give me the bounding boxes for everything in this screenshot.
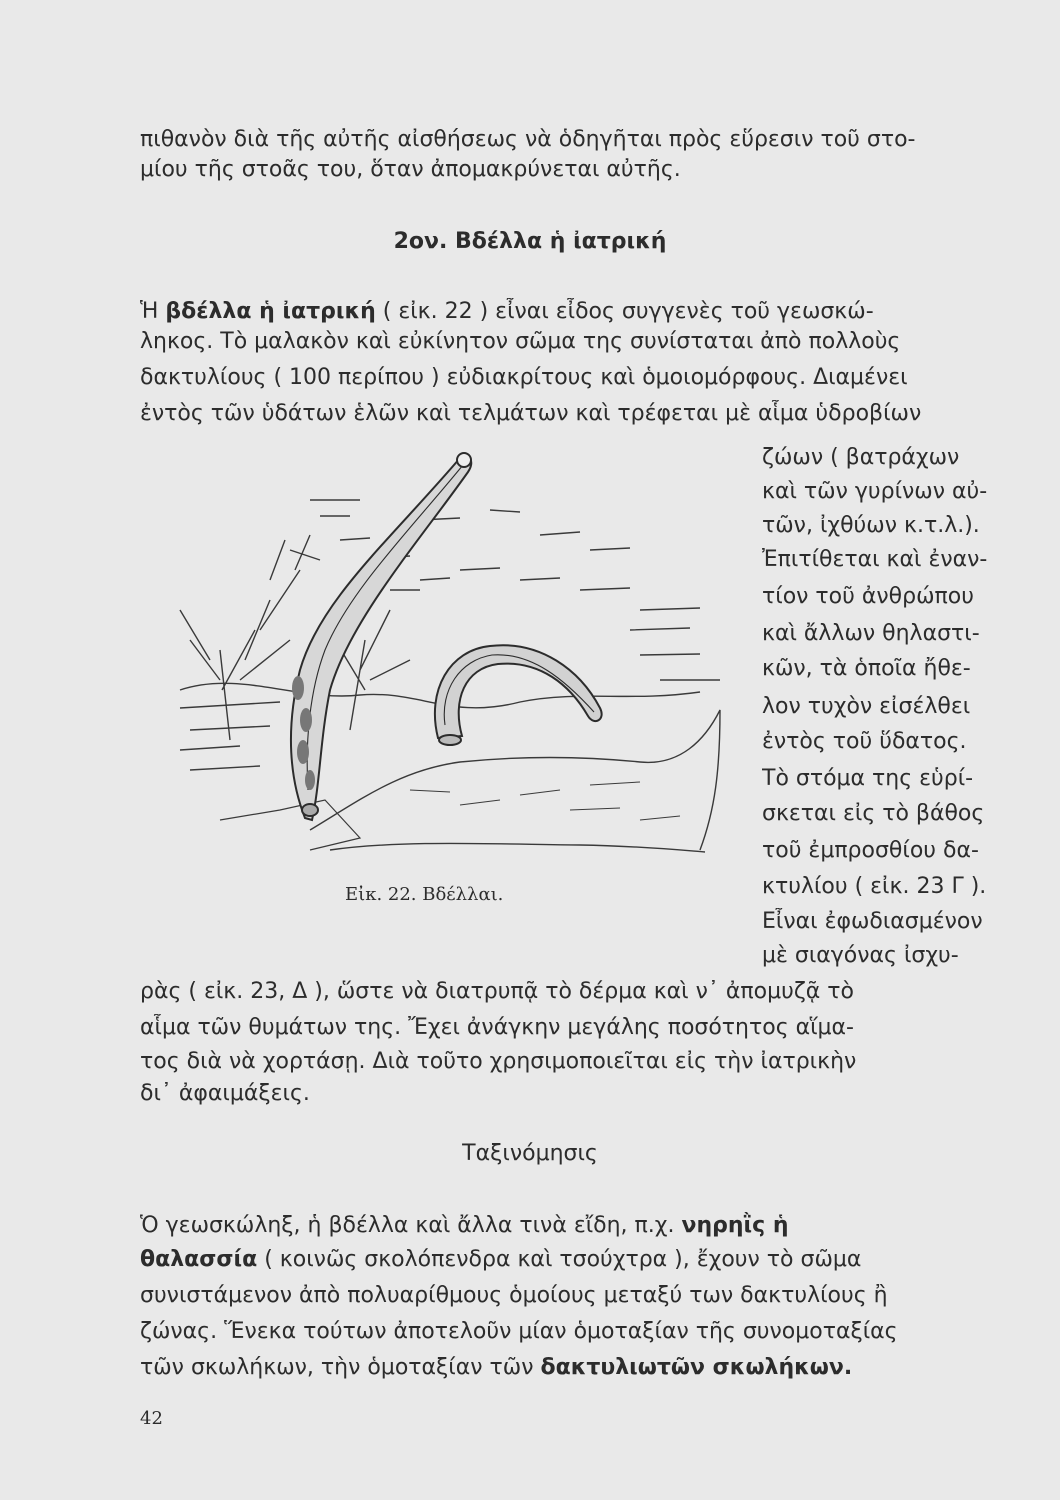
leech-paragraph-line: ἐντὸς τῶν ὑδάτων ἑλῶν καὶ τελμάτων καὶ τρέφεται μὲ αἷμα ὑδροβίων <box>140 401 922 426</box>
intro-line-1: πιθανὸν διὰ τῆς αὐτῆς αἰσθήσεως νὰ ὁδηγῆται πρὸς εὕρεσιν τοῦ στο- <box>140 127 916 152</box>
term-medicinal-leech: βδέλλα ἡ ἰατρική <box>165 299 376 324</box>
narrow-column-line: καὶ τῶν γυρίνων αὐ- <box>762 479 988 504</box>
narrow-column-line: σκεται εἰς τὸ βάθος <box>762 801 985 826</box>
narrow-column-line: τοῦ ἐμπροσθίου δα- <box>762 838 979 863</box>
narrow-column-line: κῶν, τὰ ὁποῖα ἤθε- <box>762 656 971 681</box>
leech-paragraph-line: αἷμα τῶν θυμάτων της. Ἔχει ἀνάγκην μεγάλης ποσότητος αἵμα- <box>140 1015 854 1040</box>
figure-caption: Εἰκ. 22. Βδέλλαι. <box>345 884 504 905</box>
narrow-column-line: λον τυχὸν εἰσέλθει <box>762 694 971 719</box>
classification-line-1: Ὁ γεωσκώληξ, ἡ βδέλλα καὶ ἄλλα τινὰ εἴδη, π.χ. νηρηῒς ἡ <box>140 1213 789 1238</box>
intro-line-2: μίου τῆς στοᾶς του, ὅταν ἀπομακρύνεται αὐτῆς. <box>140 157 681 182</box>
narrow-column-line: κτυλίου ( εἰκ. 23 Γ ). <box>762 874 987 899</box>
narrow-column-line: Εἶναι ἐφωδιασμένον <box>762 909 983 934</box>
classification-line-3: συνιστάμενον ἀπὸ πολυαρίθμους ὁμοίους μεταξύ των δακτυλίους ἢ <box>140 1283 888 1308</box>
leech-paragraph-line: δακτυλίους ( 100 περίπου ) εὐδιακρίτους καὶ ὁμοιομόρφους. Διαμένει <box>140 365 908 390</box>
narrow-column-line: ἐντὸς τοῦ ὕδατος. <box>762 729 967 754</box>
classification-title: Ταξινόμησις <box>462 1141 598 1166</box>
classification-line-4: ζώνας. Ἕνεκα τούτων ἀποτελοῦν μίαν ὁμοταξίαν τῆς συνομοταξίας <box>140 1319 898 1344</box>
term-thalassia: θαλασσία <box>140 1247 258 1272</box>
narrow-column-line: καὶ ἄλλων θηλαστι- <box>762 621 980 646</box>
narrow-column-line: ζώων ( βατράχων <box>762 445 960 470</box>
term-nereis: νηρηῒς ἡ <box>681 1213 789 1238</box>
narrow-column-line: Ἐπιτίθεται καὶ ἐναν- <box>762 547 988 572</box>
leeches-illustration-icon <box>160 440 760 880</box>
term-annelid-worms: δακτυλιωτῶν σκωλήκων. <box>540 1355 853 1380</box>
classification-line-5: τῶν σκωλήκων, τὴν ὁμοταξίαν τῶν δακτυλιωτῶν σκωλήκων. <box>140 1355 853 1380</box>
page-number: 42 <box>140 1408 163 1429</box>
leech-paragraph-line: ληκος. Τὸ μαλακὸν καὶ εὐκίνητον σῶμα της συνίσταται ἀπὸ πολλοὺς <box>140 329 901 354</box>
narrow-column-line: Τὸ στόμα της εὑρί- <box>762 766 974 791</box>
leech-paragraph-line-1: Ἡ βδέλλα ἡ ἰατρική ( εἰκ. 22 ) εἶναι εἶδος συγγενὲς τοῦ γεωσκώ- <box>140 299 874 324</box>
narrow-column-line: μὲ σιαγόνας ἰσχυ- <box>762 943 959 968</box>
leech-paragraph-line: τος διὰ νὰ χορτάσῃ. Διὰ τοῦτο χρησιμοποιεῖται εἰς τὴν ἰατρικὴν <box>140 1049 857 1074</box>
leech-paragraph-line: ρὰς ( εἰκ. 23, Δ ), ὥστε νὰ διατρυπᾷ τὸ δέρμα καὶ ν᾽ ἀπομυζᾷ τὸ <box>140 979 854 1004</box>
leech-paragraph-line: δι᾽ ἀφαιμάξεις. <box>140 1081 310 1106</box>
section-title: 2ον. Βδέλλα ἡ ἰατρική <box>393 229 667 254</box>
leeches-figure <box>160 440 760 880</box>
narrow-column-line: τῶν, ἰχθύων κ.τ.λ.). <box>762 513 980 538</box>
narrow-column-line: τίον τοῦ ἀνθρώπου <box>762 584 974 609</box>
classification-line-2: θαλασσία ( κοινῶς σκολόπενδρα καὶ τσούχτρα ), ἔχουν τὸ σῶμα <box>140 1247 862 1272</box>
